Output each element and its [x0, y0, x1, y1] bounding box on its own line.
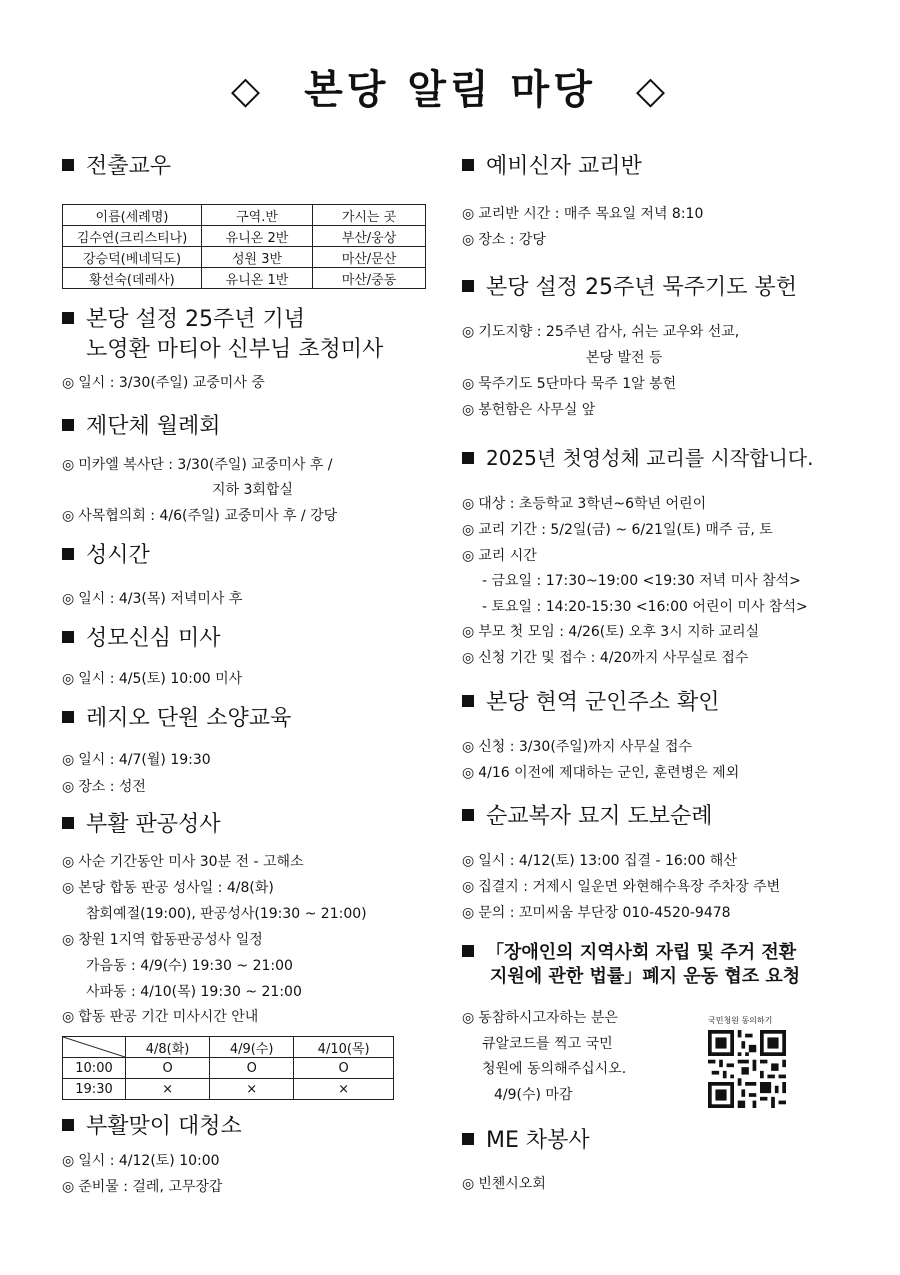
- military-apply: ◎ 신청 : 3/30(주일)까지 사무실 접수: [462, 739, 692, 755]
- circle-bullet-icon: ◎: [462, 402, 475, 418]
- petition-line-1: ◎ 동참하시고자하는 분은: [462, 1010, 618, 1026]
- circle-bullet-icon: ◎: [462, 522, 475, 538]
- cell: 마산/문산: [313, 247, 426, 268]
- section-heading-petition-cont: 지원에 관한 법률」폐지 운동 협조 요청: [490, 966, 801, 987]
- catechumen-time: ◎ 교리반 시간 : 매주 목요일 저녁 8:10: [462, 206, 704, 222]
- altar-line-1: ◎ 미카엘 복사단 : 3/30(주일) 교중미사 후 /: [62, 457, 333, 473]
- square-bullet-icon: [462, 809, 474, 821]
- section-heading-legio: 레지오 단원 소양교육: [62, 704, 291, 734]
- square-bullet-icon: [62, 631, 74, 643]
- altar-line-1-cont: 지하 3회합실: [212, 482, 293, 498]
- confession-line-2: ◎ 본당 합동 판공 성사일 : 4/8(화): [62, 880, 274, 896]
- section-heading-mass25: 본당 설정 25주년 기념: [62, 304, 305, 336]
- circle-bullet-icon: ◎: [462, 739, 475, 755]
- confession-line-3b: 사파동 : 4/10(목) 19:30 ~ 21:00: [86, 984, 302, 1000]
- table-row: [63, 226, 426, 247]
- circle-bullet-icon: ◎: [62, 1153, 75, 1169]
- circle-bullet-icon: ◎: [462, 1176, 475, 1192]
- square-bullet-icon: [462, 945, 474, 957]
- square-bullet-icon: [62, 312, 74, 324]
- circle-bullet-icon: ◎: [62, 779, 75, 795]
- circle-bullet-icon: ◎: [62, 591, 75, 607]
- section-heading-petition: 「장애인의 지역사회 자립 및 주거 전환: [462, 938, 796, 968]
- confession-line-4: ◎ 합동 판공 기간 미사시간 안내: [62, 1009, 259, 1025]
- cell: 19:30: [63, 1079, 126, 1100]
- page-title: [0, 58, 900, 115]
- circle-bullet-icon: ◎: [462, 496, 475, 512]
- section-heading-military: 본당 현역 군인주소 확인: [462, 688, 720, 718]
- square-bullet-icon: [462, 452, 474, 464]
- rosary-intention-cont: 본당 발전 등: [586, 350, 663, 366]
- circle-bullet-icon: ◎: [462, 206, 475, 222]
- confession-line-1: ◎ 사순 기간동안 미사 30분 전 - 고해소: [62, 854, 304, 870]
- rosary-intention: ◎ 기도지향 : 25주년 감사, 쉬는 교우와 선교,: [462, 324, 740, 340]
- cell: 성원 3반: [202, 247, 313, 268]
- column-header: 이름(세례명): [63, 205, 202, 226]
- section-heading-pilgrimage: 순교복자 묘지 도보순례: [462, 802, 713, 832]
- cell: 유니온 1반: [202, 268, 313, 289]
- circle-bullet-icon: ◎: [462, 905, 475, 921]
- cleaning-items: ◎ 준비물 : 걸레, 고무장갑: [62, 1179, 223, 1195]
- circle-bullet-icon: ◎: [462, 853, 475, 869]
- cell: ×: [126, 1079, 210, 1100]
- cell: 유니온 2반: [202, 226, 313, 247]
- communion-apply: ◎ 신청 기간 및 접수 : 4/20까지 사무실로 접수: [462, 650, 749, 666]
- cell: O: [294, 1058, 394, 1079]
- diamond-icon: ◇: [230, 68, 265, 112]
- communion-time-sat: - 토요일 : 14:20-15:30 <16:00 어린이 미사 참석>: [482, 599, 808, 615]
- square-bullet-icon: [62, 711, 74, 723]
- confession-line-3: ◎ 창원 1지역 합동판공성사 일정: [62, 932, 263, 948]
- military-exclude: ◎ 4/16 이전에 제대하는 군인, 훈련병은 제외: [462, 765, 740, 781]
- cell: O: [126, 1058, 210, 1079]
- circle-bullet-icon: ◎: [62, 508, 75, 524]
- section-heading-communion: 2025년 첫영성체 교리를 시작합니다.: [462, 443, 814, 473]
- column-header: 4/10(목): [294, 1037, 394, 1058]
- petition-line-2: 큐알코드를 찍고 국민: [482, 1036, 613, 1052]
- cell: 황선숙(데레사): [63, 268, 202, 289]
- legio-date: ◎ 일시 : 4/7(월) 19:30: [62, 752, 211, 768]
- table-row: [63, 1058, 394, 1079]
- communion-time: ◎ 교리 시간: [462, 548, 537, 564]
- column-header: 가시는 곳: [313, 205, 426, 226]
- table-row: [63, 268, 426, 289]
- circle-bullet-icon: ◎: [62, 752, 75, 768]
- circle-bullet-icon: ◎: [462, 548, 475, 564]
- diagonal-line: [63, 1037, 125, 1057]
- communion-target: ◎ 대상 : 초등학교 3학년~6학년 어린이: [462, 496, 707, 512]
- section-heading-catechumen: 예비신자 교리반: [462, 152, 642, 182]
- cell: O: [210, 1058, 294, 1079]
- section-heading-mary-mass: 성모신심 미사: [62, 624, 221, 654]
- transfer-table: [62, 204, 426, 289]
- circle-bullet-icon: ◎: [62, 671, 75, 687]
- cell: 10:00: [63, 1058, 126, 1079]
- cell: 마산/중동: [313, 268, 426, 289]
- section-heading-transfer: 전출교우: [62, 152, 171, 182]
- cell: ×: [294, 1079, 394, 1100]
- square-bullet-icon: [62, 1119, 74, 1131]
- diamond-icon: ◇: [635, 68, 670, 112]
- communion-parents: ◎ 부모 첫 모임 : 4/26(토) 오후 3시 지하 교리실: [462, 624, 760, 640]
- section-heading-altar: 제단체 월례회: [62, 412, 221, 442]
- circle-bullet-icon: ◎: [62, 1179, 75, 1195]
- holy-hour-date: ◎ 일시 : 4/3(목) 저녁미사 후: [62, 591, 243, 607]
- altar-line-2: ◎ 사목협의회 : 4/6(주일) 교중미사 후 / 강당: [62, 508, 338, 524]
- confession-line-2-cont: 참회예절(19:00), 판공성사(19:30 ~ 21:00): [86, 906, 367, 922]
- petition-line-3: 청원에 동의해주십시오.: [482, 1061, 627, 1077]
- cell: 강승덕(베네딕도): [63, 247, 202, 268]
- circle-bullet-icon: ◎: [462, 232, 475, 248]
- mass-schedule-table: [62, 1036, 394, 1100]
- rosary-line-2: ◎ 묵주기도 5단마다 묵주 1알 봉헌: [462, 376, 677, 392]
- section-heading-rosary: 본당 설정 25주년 묵주기도 봉헌: [462, 273, 797, 303]
- circle-bullet-icon: ◎: [62, 375, 75, 391]
- communion-period: ◎ 교리 기간 : 5/2일(금) ~ 6/21일(토) 매주 금, 토: [462, 522, 773, 538]
- qr-code-icon[interactable]: [708, 1030, 786, 1108]
- diagonal-cell: [63, 1037, 126, 1058]
- circle-bullet-icon: ◎: [462, 624, 475, 640]
- cell: 김수연(크리스티나): [63, 226, 202, 247]
- petition-deadline: 4/9(수) 마감: [494, 1087, 573, 1103]
- column-header: 4/8(화): [126, 1037, 210, 1058]
- circle-bullet-icon: ◎: [62, 880, 75, 896]
- circle-bullet-icon: ◎: [462, 765, 475, 781]
- legio-place: ◎ 장소 : 성전: [62, 779, 146, 795]
- section-heading-cleaning: 부활맞이 대청소: [62, 1112, 242, 1142]
- circle-bullet-icon: ◎: [62, 457, 75, 473]
- pilgrimage-contact: ◎ 문의 : 꼬미씨움 부단장 010-4520-9478: [462, 905, 731, 921]
- circle-bullet-icon: ◎: [62, 932, 75, 948]
- circle-bullet-icon: ◎: [462, 879, 475, 895]
- pilgrimage-place: ◎ 집결지 : 거제시 일운면 와현해수욕장 주차장 주변: [462, 879, 781, 895]
- cell: ×: [210, 1079, 294, 1100]
- pilgrimage-date: ◎ 일시 : 4/12(토) 13:00 집결 - 16:00 해산: [462, 853, 737, 869]
- section-heading-mass25-cont: 노영환 마티아 신부님 초청미사: [86, 337, 384, 362]
- square-bullet-icon: [62, 159, 74, 171]
- qr-label: 국민청원 동의하기: [708, 1016, 773, 1025]
- circle-bullet-icon: ◎: [62, 854, 75, 870]
- table-row: [63, 247, 426, 268]
- section-heading-confession: 부활 판공성사: [62, 810, 221, 840]
- catechumen-place: ◎ 장소 : 강당: [462, 232, 546, 248]
- table-row: [63, 1079, 394, 1100]
- circle-bullet-icon: ◎: [62, 1009, 75, 1025]
- confession-line-3a: 가음동 : 4/9(수) 19:30 ~ 21:00: [86, 958, 293, 974]
- rosary-line-3: ◎ 봉헌함은 사무실 앞: [462, 402, 596, 418]
- section-heading-me: ME 차봉사: [462, 1126, 590, 1156]
- circle-bullet-icon: ◎: [462, 1010, 475, 1026]
- square-bullet-icon: [462, 280, 474, 292]
- square-bullet-icon: [462, 1133, 474, 1145]
- square-bullet-icon: [62, 548, 74, 560]
- cell: 부산/웅상: [313, 226, 426, 247]
- title-text: 본당 알림 마당: [304, 67, 596, 113]
- me-line: ◎ 빈첸시오회: [462, 1176, 546, 1192]
- communion-time-fri: - 금요일 : 17:30~19:00 <19:30 저녁 미사 참석>: [482, 573, 801, 589]
- square-bullet-icon: [62, 419, 74, 431]
- mass25-date: ◎ 일시 : 3/30(주일) 교중미사 중: [62, 375, 265, 391]
- mary-mass-date: ◎ 일시 : 4/5(토) 10:00 미사: [62, 671, 243, 687]
- table-header-row: [63, 1037, 394, 1058]
- column-header: 구역.반: [202, 205, 313, 226]
- circle-bullet-icon: ◎: [462, 376, 475, 392]
- section-heading-holy-hour: 성시간: [62, 541, 150, 571]
- square-bullet-icon: [62, 817, 74, 829]
- cleaning-date: ◎ 일시 : 4/12(토) 10:00: [62, 1153, 220, 1169]
- circle-bullet-icon: ◎: [462, 650, 475, 666]
- column-header: 4/9(수): [210, 1037, 294, 1058]
- square-bullet-icon: [462, 695, 474, 707]
- circle-bullet-icon: ◎: [462, 324, 475, 340]
- square-bullet-icon: [462, 159, 474, 171]
- table-header-row: [63, 205, 426, 226]
